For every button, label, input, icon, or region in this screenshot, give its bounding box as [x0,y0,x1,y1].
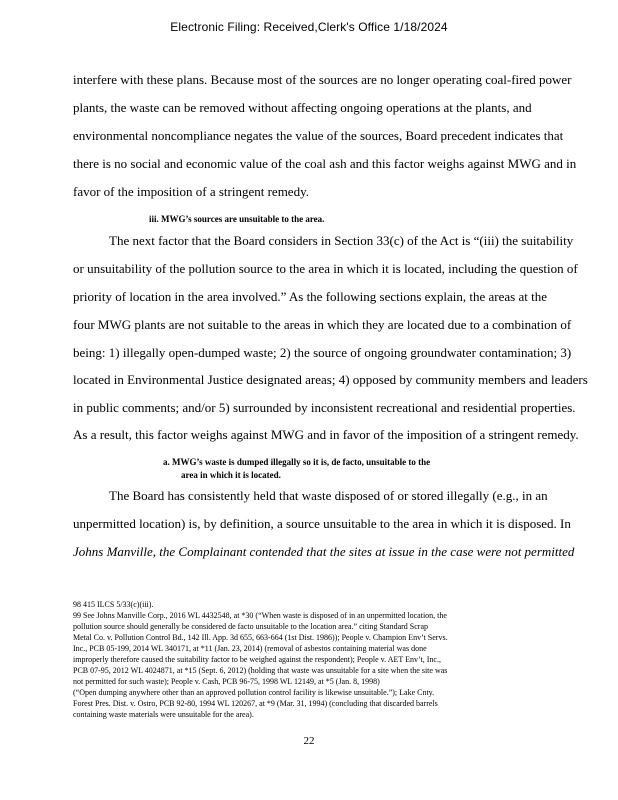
footnote-line: Inc., PCB 05-199, 2014 WL 340171, at *11 (Jan. 23, 2014) (removal of asbestos containing material was done [73,644,427,653]
footnote-line: (“Open dumping anywhere other than an approved pollution control facility is likewise unsuitable.”); Lake Cnty. [73,688,435,697]
body-line: environmental noncompliance negates the value of the sources, Board precedent indicates that [73,128,564,143]
body-line: The Board has consistently held that waste disposed of or stored illegally (e.g., in an [109,488,548,503]
footnote-line: pollution source should generally be considered de facto unsuitable to the location area.” citing Standard Scrap [73,622,428,631]
footnote-line: Forest Pres. Dist. v. Ostro, PCB 92-80, 1994 WL 120267, at *9 (Mar. 31, 1994) (concluding that discarded barrels [73,699,438,708]
body-line: there is no social and economic value of the coal ash and this factor weighs against MWG and in [73,156,577,171]
section-heading-a-cont: area in which it is located. [181,470,281,480]
section-heading-iii: iii. MWG’s sources are unsuitable to the area. [149,214,325,224]
footnote-line: not permitted for such waste); People v. Cash, PCB 96-75, 1998 WL 12149, at *5 (Jan. 8, 1998) [73,677,380,686]
page-number: 22 [303,735,315,747]
body-line: favor of the imposition of a stringent remedy. [73,184,309,199]
body-line: four MWG plants are not suitable to the areas in which they are located due to a combination of [73,317,572,332]
body-line: priority of location in the area involved.” As the following sections explain, the areas at the [73,289,547,304]
body-line: being: 1) illegally open-dumped waste; 2) the source of ongoing groundwater contamination; 3) [73,345,572,360]
footnote-line: Metal Co. v. Pollution Control Bd., 142 Ill. App. 3d 655, 663-664 (1st Dist. 1986)); People v. Champion Env’t Servs. [73,633,448,642]
filing-header: Electronic Filing: Received,Clerk's Office 1/18/2024 [170,20,448,34]
body-line: located in Environmental Justice designated areas; 4) opposed by community members and leaders [73,372,588,387]
body-line: unpermitted location) is, by definition, a source unsuitable to the area in which it is disposed. In [73,516,571,531]
body-line: or unsuitability of the pollution source to the area in which it is located, including the question of [73,261,578,276]
body-line: plants, the waste can be removed without affecting ongoing operations at the plants, and [73,100,532,115]
body-line: The next factor that the Board considers in Section 33(c) of the Act is “(iii) the suitability [109,233,574,248]
footnote-99: 99 See Johns Manville Corp., 2016 WL 4432548, at *30 (“When waste is disposed of in an unpermitted location, the [73,611,447,620]
footnote-line: improperly therefore caused the suitability factor to be weighed against the respondent); People v. AET Env’t, Inc., [73,655,441,664]
body-line: in public comments; and/or 5) surrounded by inconsistent recreational and residential properties. [73,400,576,415]
footnote-line: PCB 07-95, 2012 WL 4024871, at *15 (Sept. 6, 2012) (holding that waste was unsuitable for a site when the site was [73,666,448,675]
body-line: Johns Manville, the Complainant contended that the sites at issue in the case were not permitted [73,544,575,559]
section-heading-a: a. MWG’s waste is dumped illegally so it is, de facto, unsuitable to the [163,457,431,467]
footnote-98: 98 415 ILCS 5/33(c)(iii). [73,600,154,609]
body-line: interfere with these plans. Because most of the sources are no longer operating coal-fired power [73,72,572,87]
body-line: As a result, this factor weighs against MWG and in favor of the imposition of a stringent remedy. [73,427,579,442]
footnote-line: containing waste materials were unsuitable for the area). [73,710,254,719]
